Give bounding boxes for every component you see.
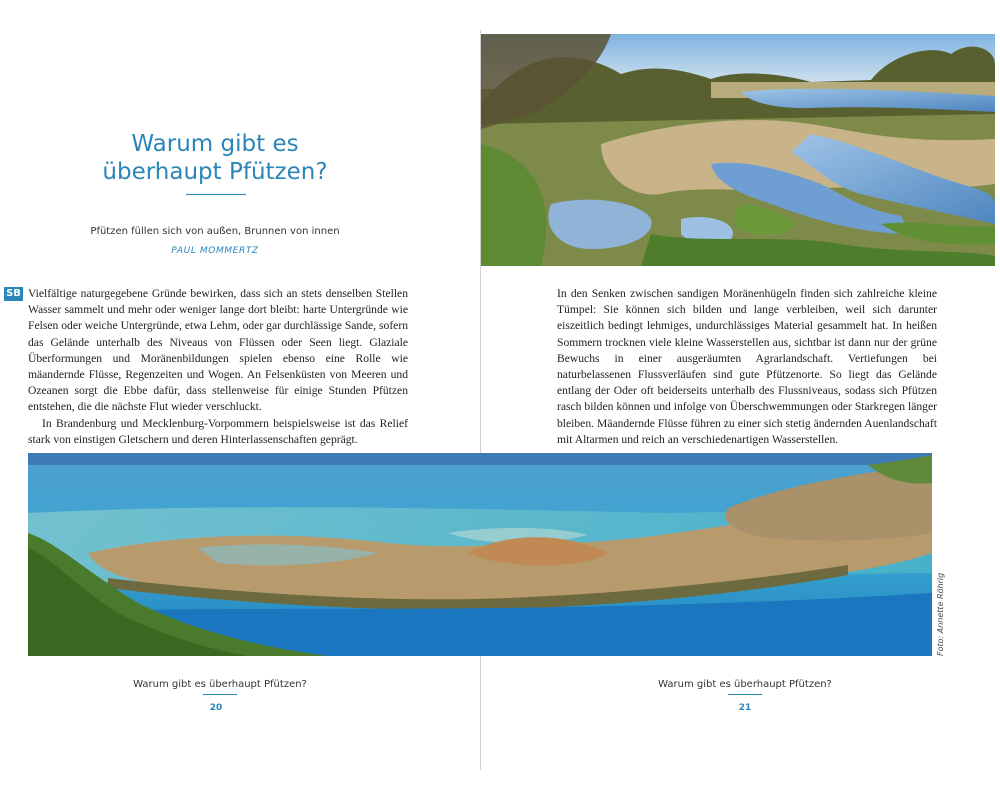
- right-body-text: [557, 286, 937, 448]
- rocky-coast-tidal-pools-photo: [28, 453, 932, 656]
- section-badge: SB: [4, 287, 23, 301]
- paragraph: Vielfältige naturgegebene Gründe bewirken, dass sich an stets denselben Stellen Wasser sammelt und mehr oder weniger lange dort bleibt: harte Untergründe wie Felsen oder weiche Untergründe, etwa Lehm, oder gar durchlässige Sande, sofern das Gelände unterhalb des Niveaus von Flüssen oder Seen liegt. Glaziale Überformungen und Moränenbildungen spielen ebenso eine Rolle wie mäandernde Flüsse, Regenzeiten und Wogen. An Felsenküsten von Meeren und Ozeanen sorgt die Ebbe dafür, dass stellenweise für einige Stunden Pfützen entstehen, die die nächste Flut wieder verschluckt.: [28, 287, 408, 414]
- right-footer-divider: [728, 694, 762, 695]
- right-page-number: 21: [738, 703, 752, 713]
- title-line-1: Warum gibt es: [131, 131, 299, 157]
- paragraph: In Brandenburg und Mecklenburg-Vorpommern beispielsweise ist das Relief stark von einstigen Gletschern und deren Hinterlassenschaften geprägt.: [28, 416, 408, 446]
- left-body-text: [28, 286, 408, 448]
- author-name: PAUL MOMMERTZ: [171, 246, 259, 256]
- photo-credit: Foto: Annette Röhrig: [936, 572, 945, 656]
- right-footer-title: Warum gibt es überhaupt Pfützen?: [658, 679, 832, 690]
- subtitle: Pfützen füllen sich von außen, Brunnen von innen: [90, 226, 340, 237]
- page-title: [90, 130, 340, 186]
- left-footer-divider: [203, 694, 237, 695]
- title-line-2: überhaupt Pfützen?: [102, 159, 328, 185]
- river-floodplain-photo: [481, 34, 995, 266]
- left-page-number: 20: [209, 703, 223, 713]
- left-footer-title: Warum gibt es überhaupt Pfützen?: [133, 679, 307, 690]
- paragraph: In den Senken zwischen sandigen Moränenhügeln finden sich zahlreiche kleine Tümpel: Sie können sich bilden und lange verbleiben, weil sich darunter eiszeitlich bedingt lehmiges, undurchlässiges Material gesammelt hat. In heißen Sommern trocknen viele kleine Wasserstellen aus, sichtbar ist dann nur der grüne Bewuchs in einer ausgeräumten Agrarlandschaft. Vertiefungen bei naturbelassenen Flussverläufen sind gute Pfützenorte. So liegt das Gelände entlang der Oder oft beiderseits unterhalb des Flussniveaus, sodass sich Pfützen rasch bilden können und infolge von Überschwemmungen oder Starkregen länger bleiben. Mäandernde Flüsse führen zu einer sich stetig ändernden Auenlandschaft mit Altarmen und reich an verschiedenartigen Wasserstellen.: [557, 287, 937, 446]
- title-divider: [186, 194, 246, 195]
